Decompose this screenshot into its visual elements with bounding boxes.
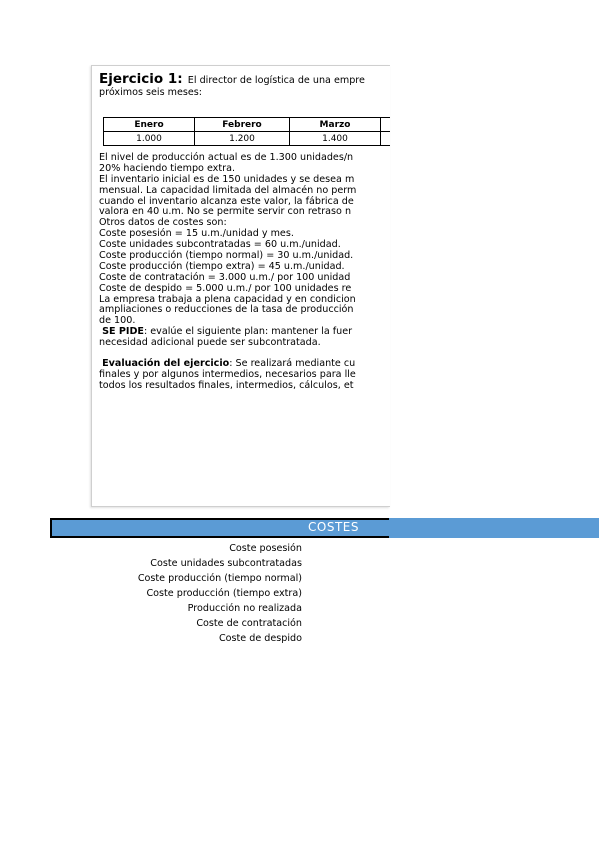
paragraph-line: mensual. La capacidad limitada del almacén no perm <box>99 184 357 196</box>
cost-item: Coste posesión <box>229 543 302 554</box>
cost-item: Producción no realizada <box>187 603 302 614</box>
paragraph-line: La empresa trabaja a plena capacidad y en condicion <box>99 293 356 305</box>
paragraph-line: valora en 40 u.m. No se permite servir con retraso n <box>99 206 352 218</box>
exercise-content <box>99 71 390 391</box>
cost-item: Coste unidades subcontratadas <box>150 558 302 569</box>
exercise-intro: El director de logística de una empre <box>187 75 365 86</box>
month-header: Febrero <box>195 118 290 132</box>
paragraph-line: Otros datos de costes son: <box>99 217 227 229</box>
evaluacion-line3: todos los resultados finales, intermedios, cálculos, et <box>99 379 354 391</box>
evaluacion-text: : Se realizará mediante cu <box>229 358 356 370</box>
paragraph-line: Coste de contratación = 3.000 u.m./ por 100 unidad <box>99 271 351 283</box>
paragraph-line: El nivel de producción actual es de 1.300 unidades/n <box>99 152 354 163</box>
paragraph-line: Coste posesión = 15 u.m./unidad y mes. <box>99 228 294 240</box>
month-header <box>381 118 391 132</box>
cost-item: Coste de despido <box>218 633 302 644</box>
paragraph-line: Coste producción (tiempo extra) = 45 u.m./unidad. <box>99 260 345 272</box>
cost-item: Coste producción (tiempo normal) <box>137 573 302 584</box>
cost-item: Coste de contratación <box>196 618 302 629</box>
se-pide-line2: necesidad adicional puede ser subcontratada. <box>99 337 321 349</box>
paragraph-line: Coste de despido = 5.000 u.m./ por 100 unidades re <box>99 282 352 294</box>
se-pide-text: : evalúe el siguiente plan: mantener la fuer <box>143 326 353 338</box>
evaluacion-line2: finales y por algunos intermedios, necesarios para lle <box>99 368 356 380</box>
se-pide-label: SE PIDE <box>102 326 144 338</box>
exercise-heading <box>99 71 390 87</box>
demand-table-header-row <box>104 118 391 132</box>
costes-header-fill <box>389 518 599 538</box>
exercise-body <box>99 153 356 392</box>
cost-item: Coste producción (tiempo extra) <box>146 588 302 599</box>
demand-value <box>381 132 391 146</box>
costes-header-bar <box>50 518 599 538</box>
demand-value: 1.400 <box>290 132 381 146</box>
paragraph-line: El inventario inicial es de 150 unidades y se desea m <box>99 173 355 185</box>
demand-table <box>103 117 390 146</box>
costes-header-label: COSTES <box>308 520 359 534</box>
month-header: Marzo <box>290 118 381 132</box>
paragraph-line: Coste unidades subcontratadas = 60 u.m./unidad. <box>99 239 341 251</box>
exercise-text-box <box>91 65 390 507</box>
exercise-title: Ejercicio 1: <box>99 71 183 87</box>
demand-value: 1.200 <box>195 132 290 146</box>
evaluacion-label: Evaluación del ejercicio <box>102 358 230 370</box>
demand-table-value-row <box>104 132 391 146</box>
paragraph-line: ampliaciones o reducciones de la tasa de producción <box>99 304 354 316</box>
cost-items-list <box>60 541 302 646</box>
exercise-intro-line2: próximos seis meses: <box>99 87 202 98</box>
demand-value: 1.000 <box>104 132 195 146</box>
paragraph-line: Coste producción (tiempo normal) = 30 u.m./unidad. <box>99 250 354 262</box>
paragraph-line: 20% haciendo tiempo extra. <box>99 162 235 174</box>
paragraph-line: cuando el inventario alcanza este valor, la fábrica de <box>99 195 354 207</box>
paragraph-line: de 100. <box>99 315 136 327</box>
month-header: Enero <box>104 118 195 132</box>
